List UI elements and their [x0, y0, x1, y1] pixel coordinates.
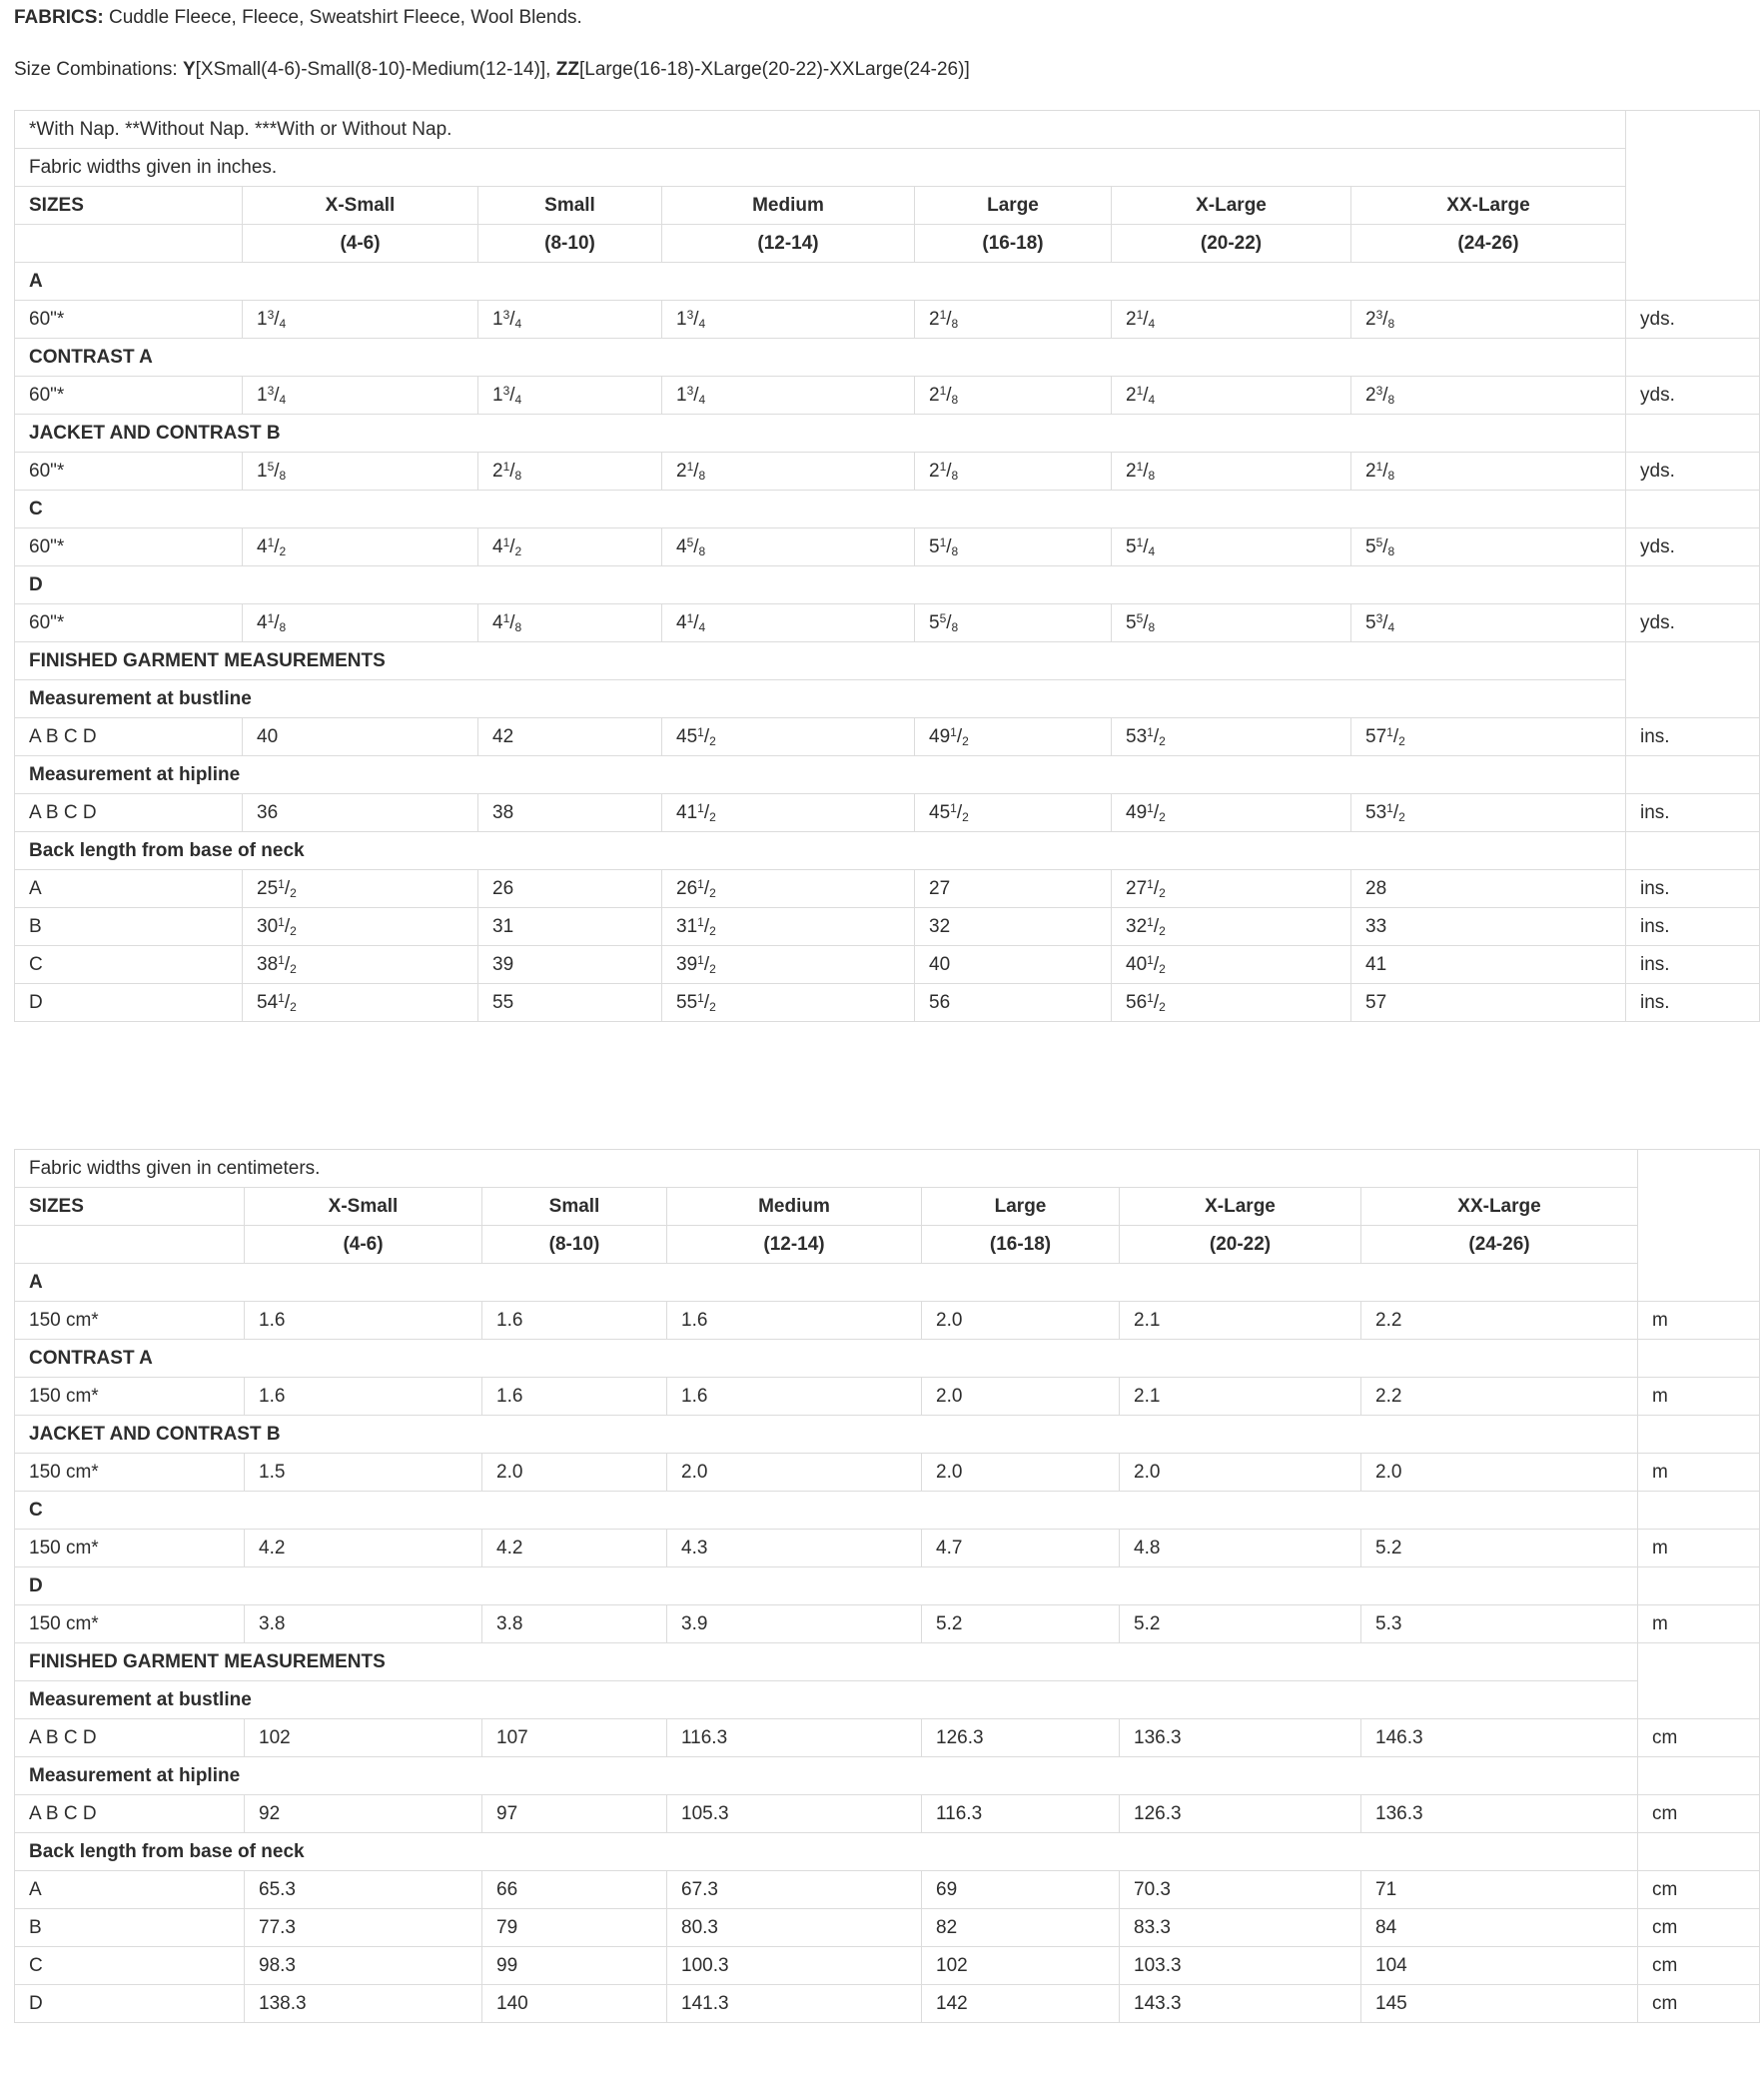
value-cell: 77.3: [245, 1909, 482, 1947]
unit-blank-cell: [1638, 1150, 1760, 1302]
section-heading: Measurement at bustline: [15, 680, 1626, 718]
value-cell: 126.3: [1120, 1795, 1361, 1833]
unit-cell: cm: [1638, 1795, 1760, 1833]
value-cell: 1.6: [245, 1302, 482, 1340]
sizes-label: SIZES: [15, 1188, 245, 1226]
unit-cell: ins.: [1626, 718, 1760, 756]
size-name: Medium: [667, 1188, 922, 1226]
value-cell: $2^3/_8$: [1351, 377, 1626, 415]
data-row: [15, 984, 1760, 1022]
row-label: 60"*: [15, 453, 243, 491]
section-row: [15, 415, 1760, 453]
section-row: [15, 566, 1760, 604]
unit-blank-cell: [1638, 1492, 1760, 1530]
row-label: B: [15, 908, 243, 946]
value-cell: $2^1/_4$: [1112, 301, 1351, 339]
value-cell: 28: [1351, 870, 1626, 908]
value-cell: 2.0: [922, 1454, 1120, 1492]
note-row: [15, 1150, 1760, 1188]
value-cell: 104: [1361, 1947, 1638, 1985]
yardage-table-inches: [14, 110, 1760, 1022]
value-cell: 65.3: [245, 1871, 482, 1909]
section-heading: Measurement at hipline: [15, 756, 1626, 794]
value-cell: $53^1/_2$: [1351, 794, 1626, 832]
row-label: 60"*: [15, 604, 243, 642]
value-cell: 1.5: [245, 1454, 482, 1492]
value-cell: $2^1/_8$: [915, 377, 1112, 415]
value-cell: $5^5/_8$: [1351, 528, 1626, 566]
unit-cell: yds.: [1626, 604, 1760, 642]
section-heading: FINISHED GARMENT MEASUREMENTS: [15, 642, 1626, 680]
size-range: (24-26): [1361, 1226, 1638, 1264]
value-cell: 2.0: [1120, 1454, 1361, 1492]
value-cell: $5^1/_8$: [915, 528, 1112, 566]
unit-cell: cm: [1638, 1985, 1760, 2023]
note-row: [15, 149, 1760, 187]
data-row: [15, 1454, 1760, 1492]
value-cell: 56: [915, 984, 1112, 1022]
yardage-table-centimeters: [14, 1149, 1760, 2023]
section-heading: JACKET AND CONTRAST B: [15, 1416, 1638, 1454]
value-cell: 71: [1361, 1871, 1638, 1909]
value-cell: $45^1/_2$: [915, 794, 1112, 832]
unit-cell: yds.: [1626, 301, 1760, 339]
data-row: [15, 718, 1760, 756]
section-row: [15, 1833, 1760, 1871]
unit-blank-cell: [1626, 832, 1760, 870]
value-cell: $5^3/_4$: [1351, 604, 1626, 642]
section-row: [15, 642, 1760, 680]
row-label: A: [15, 870, 243, 908]
section-heading: Measurement at bustline: [15, 1681, 1638, 1719]
row-label: C: [15, 946, 243, 984]
value-cell: $27^1/_2$: [1112, 870, 1351, 908]
row-label: 150 cm*: [15, 1605, 245, 1643]
size-name: Small: [478, 187, 662, 225]
size-name: Medium: [662, 187, 915, 225]
section-heading: C: [15, 491, 1626, 528]
value-cell: 69: [922, 1871, 1120, 1909]
value-cell: 70.3: [1120, 1871, 1361, 1909]
unit-blank-cell: [1626, 339, 1760, 377]
value-cell: $4^1/_4$: [662, 604, 915, 642]
size-name: X-Large: [1120, 1188, 1361, 1226]
section-row: [15, 756, 1760, 794]
row-label: A: [15, 1871, 245, 1909]
value-cell: $30^1/_2$: [243, 908, 478, 946]
value-cell: 39: [478, 946, 662, 984]
data-row: [15, 377, 1760, 415]
value-cell: $2^1/_8$: [915, 301, 1112, 339]
value-cell: 138.3: [245, 1985, 482, 2023]
section-heading: D: [15, 566, 1626, 604]
value-cell: 80.3: [667, 1909, 922, 1947]
size-name: XX-Large: [1351, 187, 1626, 225]
value-cell: 4.8: [1120, 1530, 1361, 1567]
unit-cell: ins.: [1626, 984, 1760, 1022]
value-cell: 27: [915, 870, 1112, 908]
value-cell: 145: [1361, 1985, 1638, 2023]
size-range: (24-26): [1351, 225, 1626, 263]
sizes-label-blank: [15, 225, 243, 263]
data-row: [15, 453, 1760, 491]
value-cell: 2.0: [667, 1454, 922, 1492]
value-cell: 55: [478, 984, 662, 1022]
size-names-row: [15, 1188, 1760, 1226]
data-row: [15, 1719, 1760, 1757]
value-cell: 66: [482, 1871, 667, 1909]
unit-cell: yds.: [1626, 453, 1760, 491]
value-cell: $49^1/_2$: [1112, 794, 1351, 832]
size-name: X-Small: [245, 1188, 482, 1226]
section-row: [15, 1567, 1760, 1605]
unit-blank-cell: [1626, 111, 1760, 301]
value-cell: $49^1/_2$: [915, 718, 1112, 756]
size-name: Small: [482, 1188, 667, 1226]
value-cell: 1.6: [482, 1378, 667, 1416]
value-cell: 31: [478, 908, 662, 946]
value-cell: 126.3: [922, 1719, 1120, 1757]
fabrics-text: Cuddle Fleece, Fleece, Sweatshirt Fleece, Wool Blends.: [103, 7, 582, 28]
sizes-label: SIZES: [15, 187, 243, 225]
size-name: X-Large: [1112, 187, 1351, 225]
value-cell: 38: [478, 794, 662, 832]
row-label: 60"*: [15, 377, 243, 415]
unit-blank-cell: [1638, 1757, 1760, 1795]
value-cell: $2^1/_4$: [1112, 377, 1351, 415]
value-cell: 5.3: [1361, 1605, 1638, 1643]
value-cell: $54^1/_2$: [243, 984, 478, 1022]
section-heading: Back length from base of neck: [15, 1833, 1638, 1871]
value-cell: 142: [922, 1985, 1120, 2023]
value-cell: 103.3: [1120, 1947, 1361, 1985]
value-cell: 4.2: [245, 1530, 482, 1567]
data-row: [15, 1530, 1760, 1567]
size-range: (16-18): [915, 225, 1112, 263]
row-label: C: [15, 1947, 245, 1985]
data-row: [15, 301, 1760, 339]
value-cell: 107: [482, 1719, 667, 1757]
size-combinations-label: Size Combinations:: [14, 59, 183, 80]
value-cell: 136.3: [1361, 1795, 1638, 1833]
value-cell: 79: [482, 1909, 667, 1947]
value-cell: $4^5/_8$: [662, 528, 915, 566]
section-heading: D: [15, 1567, 1638, 1605]
value-cell: 2.0: [1361, 1454, 1638, 1492]
row-label: 150 cm*: [15, 1302, 245, 1340]
data-row: [15, 1871, 1760, 1909]
sizes-label-blank: [15, 1226, 245, 1264]
value-cell: $1^3/_4$: [243, 301, 478, 339]
value-cell: 40: [243, 718, 478, 756]
unit-cell: cm: [1638, 1909, 1760, 1947]
size-range: (12-14): [662, 225, 915, 263]
data-row: [15, 1302, 1760, 1340]
data-row: [15, 1947, 1760, 1985]
value-cell: $56^1/_2$: [1112, 984, 1351, 1022]
section-row: [15, 1416, 1760, 1454]
value-cell: 33: [1351, 908, 1626, 946]
fabric-note: Fabric widths given in inches.: [15, 149, 1626, 187]
size-names-row: [15, 187, 1760, 225]
value-cell: $1^3/_4$: [662, 301, 915, 339]
data-row: [15, 946, 1760, 984]
value-cell: $41^1/_2$: [662, 794, 915, 832]
value-cell: $2^1/_8$: [915, 453, 1112, 491]
value-cell: 5.2: [1120, 1605, 1361, 1643]
row-label: A B C D: [15, 1795, 245, 1833]
section-row: [15, 1643, 1760, 1681]
section-heading: Measurement at hipline: [15, 1757, 1638, 1795]
data-row: [15, 794, 1760, 832]
data-row: [15, 870, 1760, 908]
size-ranges-row: [15, 1226, 1760, 1264]
value-cell: $4^1/_8$: [478, 604, 662, 642]
value-cell: 92: [245, 1795, 482, 1833]
value-cell: 1.6: [482, 1302, 667, 1340]
value-cell: 100.3: [667, 1947, 922, 1985]
value-cell: 116.3: [922, 1795, 1120, 1833]
value-cell: 4.2: [482, 1530, 667, 1567]
size-range: (4-6): [245, 1226, 482, 1264]
value-cell: 136.3: [1120, 1719, 1361, 1757]
row-label: 150 cm*: [15, 1454, 245, 1492]
value-cell: $1^5/_8$: [243, 453, 478, 491]
value-cell: 116.3: [667, 1719, 922, 1757]
row-label: 60"*: [15, 528, 243, 566]
size-range: (4-6): [243, 225, 478, 263]
value-cell: 82: [922, 1909, 1120, 1947]
value-cell: 105.3: [667, 1795, 922, 1833]
unit-cell: yds.: [1626, 377, 1760, 415]
section-row: [15, 680, 1760, 718]
section-heading: CONTRAST A: [15, 1340, 1638, 1378]
unit-cell: ins.: [1626, 908, 1760, 946]
section-heading: JACKET AND CONTRAST B: [15, 415, 1626, 453]
data-row: [15, 908, 1760, 946]
unit-blank-cell: [1626, 491, 1760, 528]
value-cell: 67.3: [667, 1871, 922, 1909]
value-cell: $4^1/_2$: [243, 528, 478, 566]
section-heading: C: [15, 1492, 1638, 1530]
unit-cell: ins.: [1626, 946, 1760, 984]
value-cell: 141.3: [667, 1985, 922, 2023]
value-cell: $57^1/_2$: [1351, 718, 1626, 756]
size-name: XX-Large: [1361, 1188, 1638, 1226]
value-cell: $1^3/_4$: [478, 301, 662, 339]
value-cell: $31^1/_2$: [662, 908, 915, 946]
data-row: [15, 604, 1760, 642]
row-label: A B C D: [15, 718, 243, 756]
unit-cell: yds.: [1626, 528, 1760, 566]
row-label: D: [15, 1985, 245, 2023]
value-cell: 1.6: [667, 1302, 922, 1340]
unit-blank-cell: [1638, 1416, 1760, 1454]
size-range: (20-22): [1112, 225, 1351, 263]
value-cell: 2.2: [1361, 1378, 1638, 1416]
size-range: (16-18): [922, 1226, 1120, 1264]
value-cell: $4^1/_8$: [243, 604, 478, 642]
section-heading: A: [15, 1264, 1638, 1302]
size-combo-zz-label: ZZ: [555, 59, 579, 80]
value-cell: 40: [915, 946, 1112, 984]
size-name: Large: [915, 187, 1112, 225]
size-range: (8-10): [482, 1226, 667, 1264]
size-ranges-row: [15, 225, 1760, 263]
fabric-note: *With Nap. **Without Nap. ***With or Without Nap.: [15, 111, 1626, 149]
value-cell: 102: [245, 1719, 482, 1757]
size-range: (12-14): [667, 1226, 922, 1264]
value-cell: 83.3: [1120, 1909, 1361, 1947]
value-cell: 1.6: [245, 1378, 482, 1416]
value-cell: $1^3/_4$: [478, 377, 662, 415]
value-cell: 146.3: [1361, 1719, 1638, 1757]
size-combinations-line: [14, 58, 970, 82]
data-row: [15, 1909, 1760, 1947]
unit-blank-cell: [1626, 566, 1760, 604]
value-cell: $55^1/_2$: [662, 984, 915, 1022]
value-cell: $4^1/_2$: [478, 528, 662, 566]
value-cell: 4.7: [922, 1530, 1120, 1567]
value-cell: 5.2: [922, 1605, 1120, 1643]
value-cell: 2.2: [1361, 1302, 1638, 1340]
value-cell: 57: [1351, 984, 1626, 1022]
value-cell: 97: [482, 1795, 667, 1833]
size-combo-zz-text: [Large(16-18)-XLarge(20-22)-XXLarge(24-26)]: [578, 59, 970, 80]
value-cell: $5^5/_8$: [915, 604, 1112, 642]
row-label: B: [15, 1909, 245, 1947]
value-cell: $2^1/_8$: [478, 453, 662, 491]
section-row: [15, 263, 1760, 301]
value-cell: 2.0: [922, 1378, 1120, 1416]
unit-cell: m: [1638, 1530, 1760, 1567]
value-cell: 2.0: [482, 1454, 667, 1492]
size-name: X-Small: [243, 187, 478, 225]
data-row: [15, 1985, 1760, 2023]
section-row: [15, 1340, 1760, 1378]
fabrics-line: [14, 6, 582, 30]
unit-blank-cell: [1638, 1567, 1760, 1605]
value-cell: 26: [478, 870, 662, 908]
data-row: [15, 528, 1760, 566]
unit-blank-cell: [1638, 1340, 1760, 1378]
value-cell: $39^1/_2$: [662, 946, 915, 984]
row-label: 150 cm*: [15, 1378, 245, 1416]
value-cell: 143.3: [1120, 1985, 1361, 2023]
unit-blank-cell: [1638, 1833, 1760, 1871]
section-row: [15, 339, 1760, 377]
section-row: [15, 832, 1760, 870]
value-cell: 5.2: [1361, 1530, 1638, 1567]
value-cell: 1.6: [667, 1378, 922, 1416]
value-cell: 41: [1351, 946, 1626, 984]
unit-cell: m: [1638, 1302, 1760, 1340]
value-cell: $38^1/_2$: [243, 946, 478, 984]
unit-blank-cell: [1638, 1643, 1760, 1719]
section-row: [15, 491, 1760, 528]
section-row: [15, 1264, 1760, 1302]
fabrics-label: FABRICS:: [14, 7, 104, 28]
fabric-note: Fabric widths given in centimeters.: [15, 1150, 1638, 1188]
section-row: [15, 1492, 1760, 1530]
unit-cell: m: [1638, 1605, 1760, 1643]
unit-blank-cell: [1626, 415, 1760, 453]
size-combo-y-text: [XSmall(4-6)-Small(8-10)-Medium(12-14)],: [195, 59, 556, 80]
value-cell: 3.8: [245, 1605, 482, 1643]
value-cell: $53^1/_2$: [1112, 718, 1351, 756]
value-cell: $2^3/_8$: [1351, 301, 1626, 339]
note-row: [15, 111, 1760, 149]
section-row: [15, 1681, 1760, 1719]
value-cell: 98.3: [245, 1947, 482, 1985]
value-cell: $1^3/_4$: [243, 377, 478, 415]
value-cell: 4.3: [667, 1530, 922, 1567]
value-cell: $40^1/_2$: [1112, 946, 1351, 984]
row-label: A B C D: [15, 1719, 245, 1757]
value-cell: 2.1: [1120, 1302, 1361, 1340]
data-row: [15, 1795, 1760, 1833]
section-heading: FINISHED GARMENT MEASUREMENTS: [15, 1643, 1638, 1681]
unit-cell: cm: [1638, 1947, 1760, 1985]
value-cell: $1^3/_4$: [662, 377, 915, 415]
value-cell: 3.9: [667, 1605, 922, 1643]
value-cell: $25^1/_2$: [243, 870, 478, 908]
value-cell: $2^1/_8$: [1351, 453, 1626, 491]
value-cell: 3.8: [482, 1605, 667, 1643]
value-cell: $2^1/_8$: [662, 453, 915, 491]
unit-blank-cell: [1626, 642, 1760, 718]
unit-cell: cm: [1638, 1719, 1760, 1757]
value-cell: $5^1/_4$: [1112, 528, 1351, 566]
size-range: (8-10): [478, 225, 662, 263]
value-cell: 32: [915, 908, 1112, 946]
value-cell: 102: [922, 1947, 1120, 1985]
size-combo-y-label: Y: [182, 59, 196, 80]
unit-cell: ins.: [1626, 870, 1760, 908]
value-cell: 99: [482, 1947, 667, 1985]
row-label: 150 cm*: [15, 1530, 245, 1567]
value-cell: 42: [478, 718, 662, 756]
unit-cell: m: [1638, 1378, 1760, 1416]
unit-cell: cm: [1638, 1871, 1760, 1909]
row-label: 60"*: [15, 301, 243, 339]
section-heading: CONTRAST A: [15, 339, 1626, 377]
data-row: [15, 1378, 1760, 1416]
value-cell: 140: [482, 1985, 667, 2023]
section-heading: Back length from base of neck: [15, 832, 1626, 870]
value-cell: $45^1/_2$: [662, 718, 915, 756]
row-label: D: [15, 984, 243, 1022]
value-cell: 2.0: [922, 1302, 1120, 1340]
value-cell: $5^5/_8$: [1112, 604, 1351, 642]
unit-cell: m: [1638, 1454, 1760, 1492]
size-range: (20-22): [1120, 1226, 1361, 1264]
section-heading: A: [15, 263, 1626, 301]
row-label: A B C D: [15, 794, 243, 832]
unit-cell: ins.: [1626, 794, 1760, 832]
unit-blank-cell: [1626, 756, 1760, 794]
size-name: Large: [922, 1188, 1120, 1226]
value-cell: $26^1/_2$: [662, 870, 915, 908]
data-row: [15, 1605, 1760, 1643]
value-cell: 36: [243, 794, 478, 832]
section-row: [15, 1757, 1760, 1795]
value-cell: $2^1/_8$: [1112, 453, 1351, 491]
value-cell: 2.1: [1120, 1378, 1361, 1416]
value-cell: 84: [1361, 1909, 1638, 1947]
value-cell: $32^1/_2$: [1112, 908, 1351, 946]
